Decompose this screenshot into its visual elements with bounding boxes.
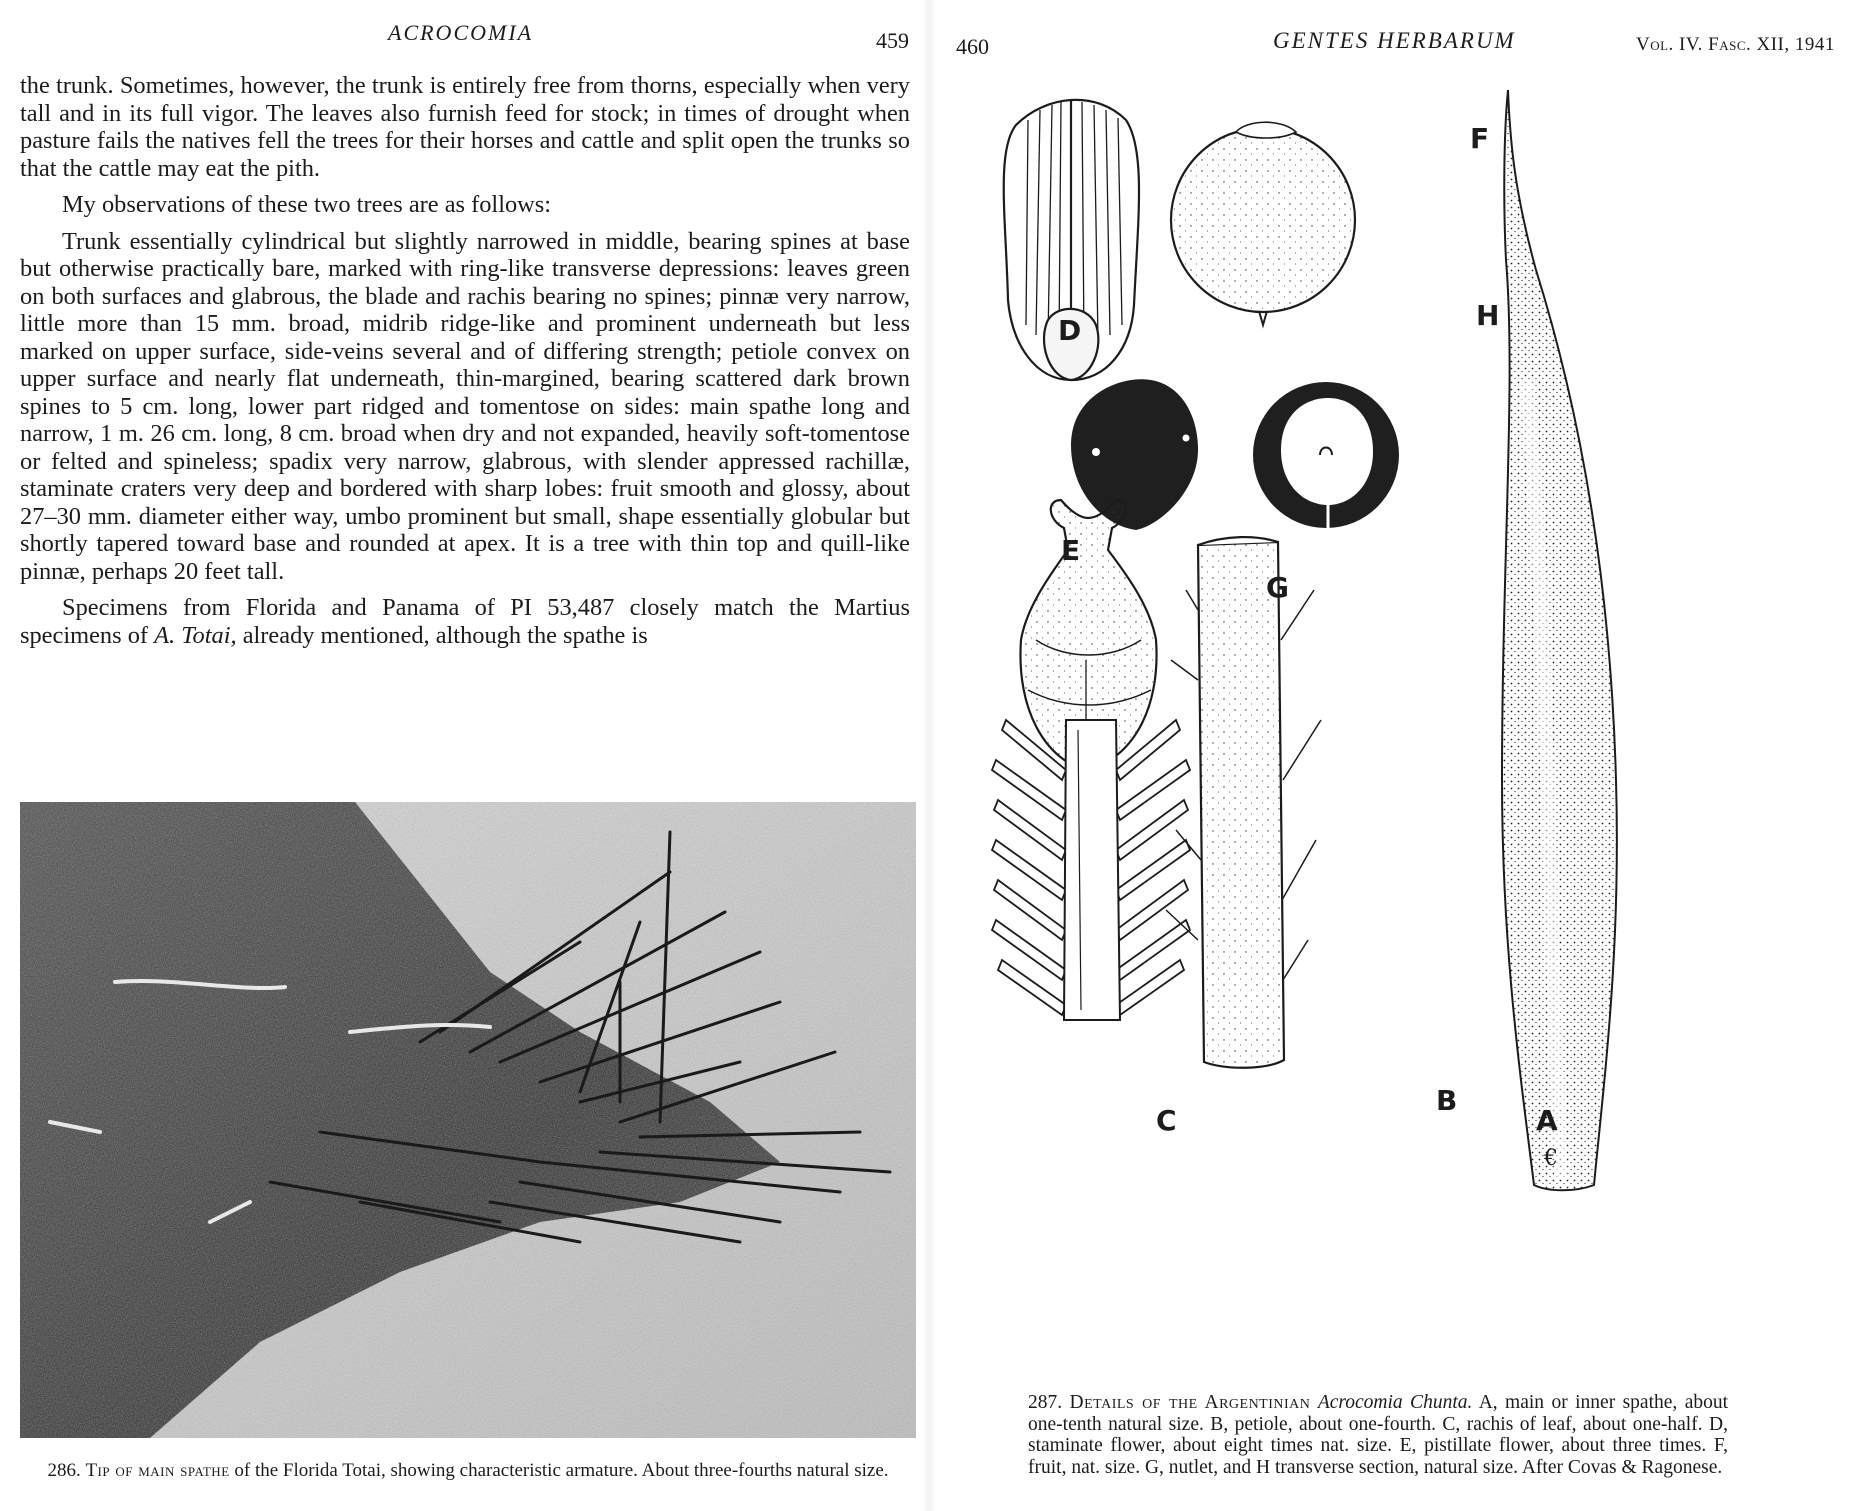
- running-title-right: GENTES HERBARUM: [1273, 28, 1516, 53]
- caption-286-number: 286.: [47, 1460, 81, 1481]
- figure-h-transverse-section: [1253, 382, 1399, 528]
- figure-label-a: A: [1536, 1104, 1558, 1137]
- figure-label-f: F: [1470, 122, 1490, 155]
- paragraph-4-start: Specimens from Florida and Panama of PI 53,487 closely match the Martius specimens of: [20, 594, 910, 649]
- caption-287-text: A, main or inner spathe, about one-tenth natural size. B, petiole, about one-fourth. C, rachis of leaf, about one-half. D, staminate flower, about eight times nat. size. E, pistillate flower, about three times. F, fruit, nat. size. G, nutlet, and H transverse section, natural size. After Covas & Ragonese.: [1028, 1392, 1729, 1478]
- caption-287-number: 287.: [1028, 1392, 1063, 1413]
- caption-287-lead: Details of the Argentinian: [1069, 1392, 1311, 1413]
- caption-286-text: of the Florida Totai, showing characteristic armature. About three-fourths natural size.: [229, 1460, 889, 1481]
- caption-287-species: Acrocomia Chunta.: [1317, 1392, 1473, 1413]
- running-title-left: ACROCOMIA: [388, 20, 534, 45]
- figure-label-h: H: [1476, 299, 1500, 332]
- figure-b-petiole: [1166, 537, 1321, 1068]
- book-gutter: [922, 0, 936, 1511]
- figure-f-fruit: [1171, 122, 1355, 325]
- figure-label-d: D: [1058, 314, 1082, 347]
- page-number-right: 460: [956, 34, 989, 59]
- spathe-photo-drawing: [20, 802, 916, 1438]
- right-page: [936, 0, 1852, 1511]
- figure-label-e: E: [1061, 534, 1081, 567]
- artist-monogram: €: [1544, 1146, 1558, 1171]
- figure-c-rachis: [992, 720, 1190, 1020]
- figure-label-c: C: [1156, 1104, 1177, 1137]
- left-page: [0, 0, 922, 1511]
- paragraph-4: [20, 594, 910, 649]
- figure-286-caption: [20, 1460, 916, 1482]
- figure-label-g: G: [1266, 571, 1289, 604]
- species-name-totai: A. Totai,: [154, 621, 237, 649]
- volume-label: Vol. IV. Fasc. XII, 1941: [1636, 34, 1835, 55]
- figure-a-main-spathe: [1502, 90, 1617, 1190]
- figure-label-b: B: [1436, 1084, 1458, 1117]
- botanical-plate: [936, 80, 1852, 1380]
- page-number-left: 459: [876, 28, 909, 53]
- body-text: [20, 72, 910, 649]
- paragraph-1: the trunk. Sometimes, however, the trunk is entirely free from thorns, especially when very tall and in its full vigor. The leaves also furnish feed for stock; in times of drought when pasture fails the natives fell the trees for their horses and cattle and split open the trunks so that the cattle may eat the pith.: [20, 72, 910, 182]
- figure-287-caption: [1028, 1392, 1728, 1478]
- caption-286-lead: Tip of main spathe: [85, 1460, 230, 1481]
- paragraph-4-end: already mentioned, although the spathe is: [236, 621, 648, 649]
- paragraph-3: Trunk essentially cylindrical but slightly narrowed in middle, bearing spines at base but otherwise practically bare, marked with ring-like transverse depressions: leaves green on both surfaces and glabrous, the blade and rachis bearing no spines; pinnæ very narrow, little more than 15 mm. broad, midrib ridge-like and prominent underneath but less marked on upper surface, side-veins several and of differing strength; petiole convex on upper surface and nearly flat underneath, thin-margined, bearing scattered dark brown spines to 5 cm. long, lower part ridged and tomentose on sides: main spathe long and narrow, 1 m. 26 cm. long, 8 cm. broad when dry and not expanded, heavily soft-tomentose or felted and spineless; spadix very narrow, glabrous, with slender appressed rachillæ, staminate craters very deep and bordered with sharp lobes: fruit smooth and glossy, about 27–30 mm. diameter either way, umbo prominent but small, shape essentially globular but shortly tapered toward base and rounded at apex. It is a tree with thin top and quill-like pinnæ, perhaps 20 feet tall.: [20, 227, 910, 585]
- figure-g-nutlet: [1071, 379, 1198, 530]
- paragraph-2: My observations of these two trees are as follows:: [62, 191, 552, 218]
- spathe-photograph: [20, 802, 916, 1438]
